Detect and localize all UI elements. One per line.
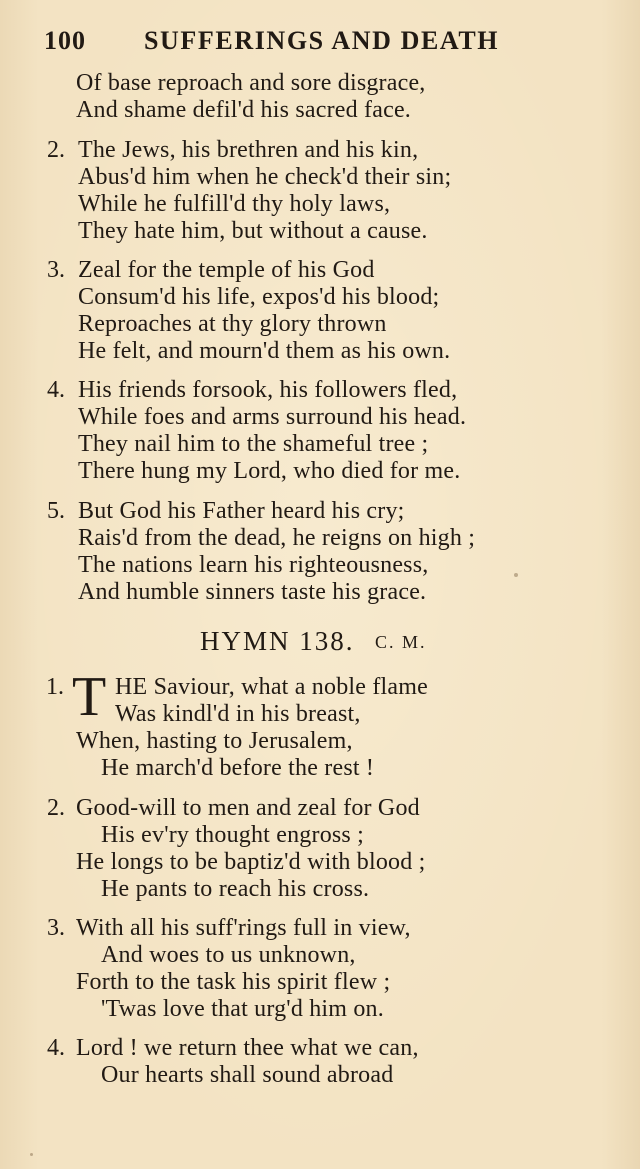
- verse-line: While foes and arms surround his head.: [78, 404, 467, 430]
- verse-line: Was kindl'd in his breast,: [115, 701, 361, 727]
- stanza-number: 2.: [47, 137, 65, 163]
- verse-line: Rais'd from the dead, he reigns on high ;: [78, 525, 476, 551]
- verse-line: They nail him to the shameful tree ;: [78, 431, 429, 457]
- verse-line: Consum'd his life, expos'd his blood;: [78, 284, 440, 310]
- verse-line: He pants to reach his cross.: [101, 876, 370, 902]
- verse-line: HE Saviour, what a noble flame: [115, 674, 428, 700]
- verse-line: While he fulfill'd thy holy laws,: [78, 191, 391, 217]
- verse-line: With all his suff'rings full in view,: [76, 915, 411, 941]
- verse-line: But God his Father heard his cry;: [78, 498, 405, 524]
- stanza-number: 1.: [46, 674, 64, 700]
- continuation-line: Of base reproach and sore disgrace,: [76, 70, 426, 96]
- paper-mark: [30, 1153, 33, 1156]
- verse-line: And humble sinners taste his grace.: [78, 579, 427, 605]
- verse-line: The Jews, his brethren and his kin,: [78, 137, 419, 163]
- stanza-number: 3.: [47, 915, 65, 941]
- verse-line: Zeal for the temple of his God: [78, 257, 375, 283]
- hymn-title: HYMN 138.: [200, 626, 355, 656]
- verse-line: He felt, and mourn'd them as his own.: [78, 338, 451, 364]
- verse-line: The nations learn his righteousness,: [78, 552, 429, 578]
- verse-line: There hung my Lord, who died for me.: [78, 458, 461, 484]
- verse-line: He longs to be baptiz'd with blood ;: [76, 849, 426, 875]
- verse-line: Forth to the task his spirit flew ;: [76, 969, 391, 995]
- stanza-number: 2.: [47, 795, 65, 821]
- verse-line: 'Twas love that urg'd him on.: [101, 996, 384, 1022]
- verse-line: Abus'd him when he check'd their sin;: [78, 164, 452, 190]
- verse-line: His ev'ry thought engross ;: [101, 822, 365, 848]
- verse-line: Good-will to men and zeal for God: [76, 795, 420, 821]
- hymn-meter: C. M.: [375, 632, 427, 652]
- verse-line: Lord ! we return thee what we can,: [76, 1035, 419, 1061]
- verse-line: Our hearts shall sound abroad: [101, 1062, 394, 1088]
- stanza-number: 4.: [47, 1035, 65, 1061]
- running-head: [44, 26, 534, 58]
- verse-line: He march'd before the rest !: [101, 755, 375, 781]
- stanza-number: 3.: [47, 257, 65, 283]
- verse-line: Reproaches at thy glory thrown: [78, 311, 387, 337]
- paper-mark: [514, 573, 518, 577]
- page-number: 100: [44, 26, 86, 55]
- stanza-number: 5.: [47, 498, 65, 524]
- verse-line: And woes to us unknown,: [101, 942, 356, 968]
- verse-line: His friends forsook, his followers fled,: [78, 377, 458, 403]
- verse-line: When, hasting to Jerusalem,: [76, 728, 353, 754]
- drop-cap: T: [72, 666, 107, 728]
- verse-line: They hate him, but without a cause.: [78, 218, 428, 244]
- stanza-number: 4.: [47, 377, 65, 403]
- continuation-line: And shame defil'd his sacred face.: [76, 97, 411, 123]
- page-heading: SUFFERINGS AND DEATH: [144, 26, 500, 55]
